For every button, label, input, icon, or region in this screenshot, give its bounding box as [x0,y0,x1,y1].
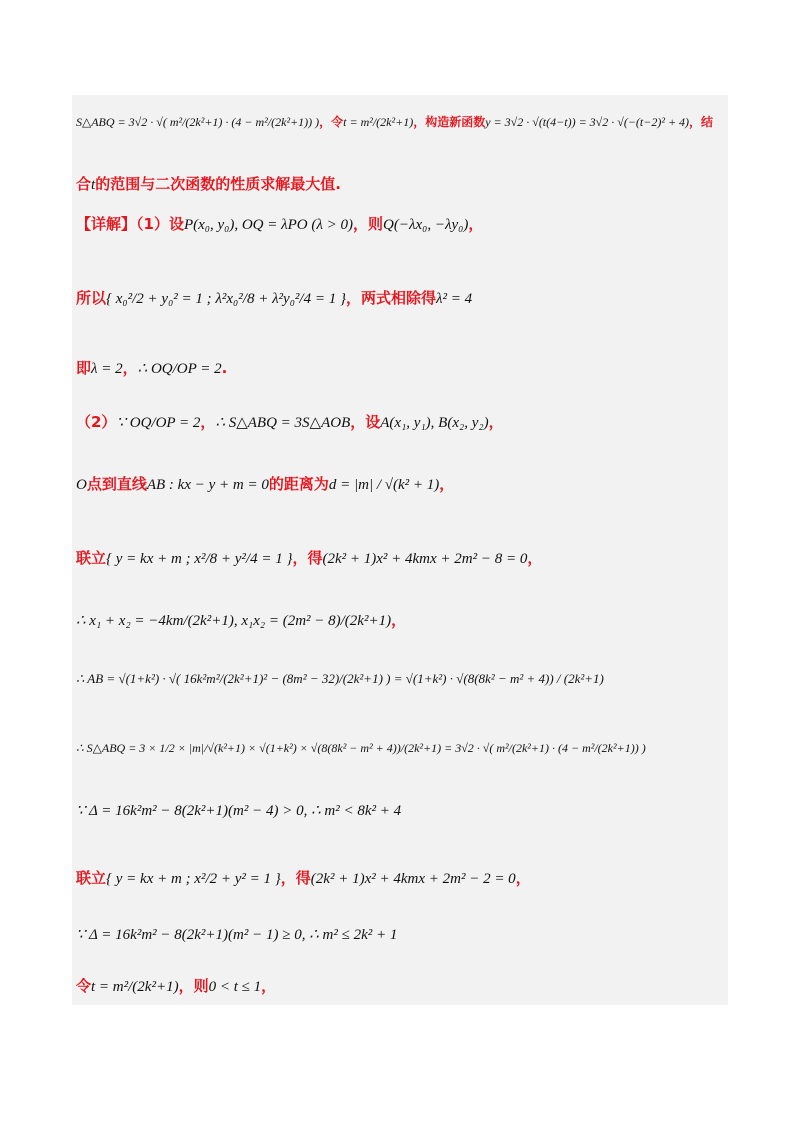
text-segment: 的范围与二次函数的性质求解最大值. [95,175,341,193]
math-expression: { y = kx + m ; x²/2 + y² = 1 } [106,871,281,887]
text-segment: 点到直线 [86,475,147,493]
math-expression: y = 3√2 · √(t(4−t)) = 3√2 · √(−(t−2)² + 4) [485,115,690,129]
math-expression: t = m²/(2k²+1) [343,115,414,129]
math-expression: (2k² + 1)x² + 4kmx + 2m² − 2 = 0 [310,871,516,887]
text-segment: ，构造新函数 [413,115,486,129]
line-vieta [76,609,406,630]
math-expression: P(x₀, y₀), OQ = λPO (λ > 0) [183,217,353,233]
text-segment: 的距离为 [268,475,329,493]
line-intro-tail [76,173,341,194]
line-distance [76,473,454,494]
text-segment: 【详解】（1）设 [76,215,184,233]
math-expression: ∴ AB = √(1+k²) · √( 16k²m²/(2k²+1)² − (8m² − 32)/(2k²+1) ) = √(1+k²) · √(8(8k² − m² + 4)) / (2k²+1) [76,671,604,686]
line-delta-1 [76,801,401,820]
math-expression: A(x₁, y₁), B(x₂, y₂) [380,415,489,431]
line-system-3 [76,867,531,888]
math-expression: ∴ S△ABQ = 3S△AOB [215,415,351,431]
math-expression: O [76,477,87,493]
math-expression: ∴ S△ABQ = 3 × 1/2 × |m|/√(k²+1) × √(1+k²) × √(8(8k² − m² + 4))/(2k²+1) = 3√2 · √( m²/(2k²+1) · (4 − m²/(2k²+1)) ) [76,741,646,755]
text-segment: ，则 [353,215,384,233]
math-expression: t [91,177,96,193]
text-segment: ， [488,413,504,431]
math-expression: ∴ x₁ + x₂ = −4km/(2k²+1), x₁x₂ = (2m² − 8)/(2k²+1) [76,613,392,629]
math-expression: t = m²/(2k²+1) [91,979,179,995]
math-expression: (2k² + 1)x² + 4kmx + 2m² − 8 = 0 [322,551,528,567]
text-segment: ，结 [689,115,714,129]
math-expression: λ² = 4 [435,291,473,307]
text-segment: ，两式相除得 [345,289,436,307]
math-expression: λ = 2 [91,361,123,377]
math-expression: ∴ OQ/OP = 2 [137,361,222,377]
line-system-1 [76,287,472,308]
math-expression: ∵ Δ = 16k²m² − 8(2k²+1)(m² − 1) ≥ 0, ∴ m² ≤ 2k² + 1 [76,927,398,943]
line-part-2 [76,411,504,432]
solution-panel [72,95,728,1005]
text-segment: ，令 [319,115,344,129]
line-system-2 [76,547,542,568]
math-expression: Q(−λx₀, −λy₀) [383,217,469,233]
text-segment: 合 [76,175,92,193]
text-segment: 所以 [76,289,107,307]
text-segment: ， [527,549,543,567]
text-segment: ， [200,413,216,431]
line-lambda [76,357,227,378]
math-expression: AB : kx − y + m = 0 [146,477,269,493]
text-segment: （2） [76,413,117,431]
text-segment: ， [468,215,484,233]
text-segment: ，则 [178,977,209,995]
line-delta-2 [76,925,397,944]
math-expression: { x₀²/2 + y₀² = 1 ; λ²x₀²/8 + λ²y₀²/4 = 1 } [106,291,346,307]
text-segment: 令 [76,977,92,995]
text-segment: ， [515,869,531,887]
text-segment: ，得 [292,549,323,567]
math-expression: ∵ OQ/OP = 2 [116,415,201,431]
text-segment: 即 [76,359,92,377]
line-let-t [76,975,276,996]
math-expression: ∵ Δ = 16k²m² − 8(2k²+1)(m² − 4) > 0, ∴ m² < 8k² + 4 [76,803,402,819]
text-segment: ， [122,359,138,377]
line-ab-length [76,671,604,687]
text-segment: ， [391,611,407,629]
text-segment: ，设 [350,413,381,431]
text-segment: ， [261,977,277,995]
math-expression: d = |m| / √(k² + 1) [328,477,440,493]
text-segment: ，得 [280,869,311,887]
line-area [76,741,646,756]
line-intro-formula [76,113,713,130]
text-segment: . [221,359,228,377]
text-segment: ， [439,475,455,493]
text-segment: 联立 [76,549,107,567]
text-segment: 联立 [76,869,107,887]
math-expression: { y = kx + m ; x²/8 + y²/4 = 1 } [106,551,293,567]
math-expression: 0 < t ≤ 1 [208,979,262,995]
math-expression: S△ABQ = 3√2 · √( m²/(2k²+1) · (4 − m²/(2k²+1)) ) [76,115,320,129]
line-detail-1 [76,213,483,234]
